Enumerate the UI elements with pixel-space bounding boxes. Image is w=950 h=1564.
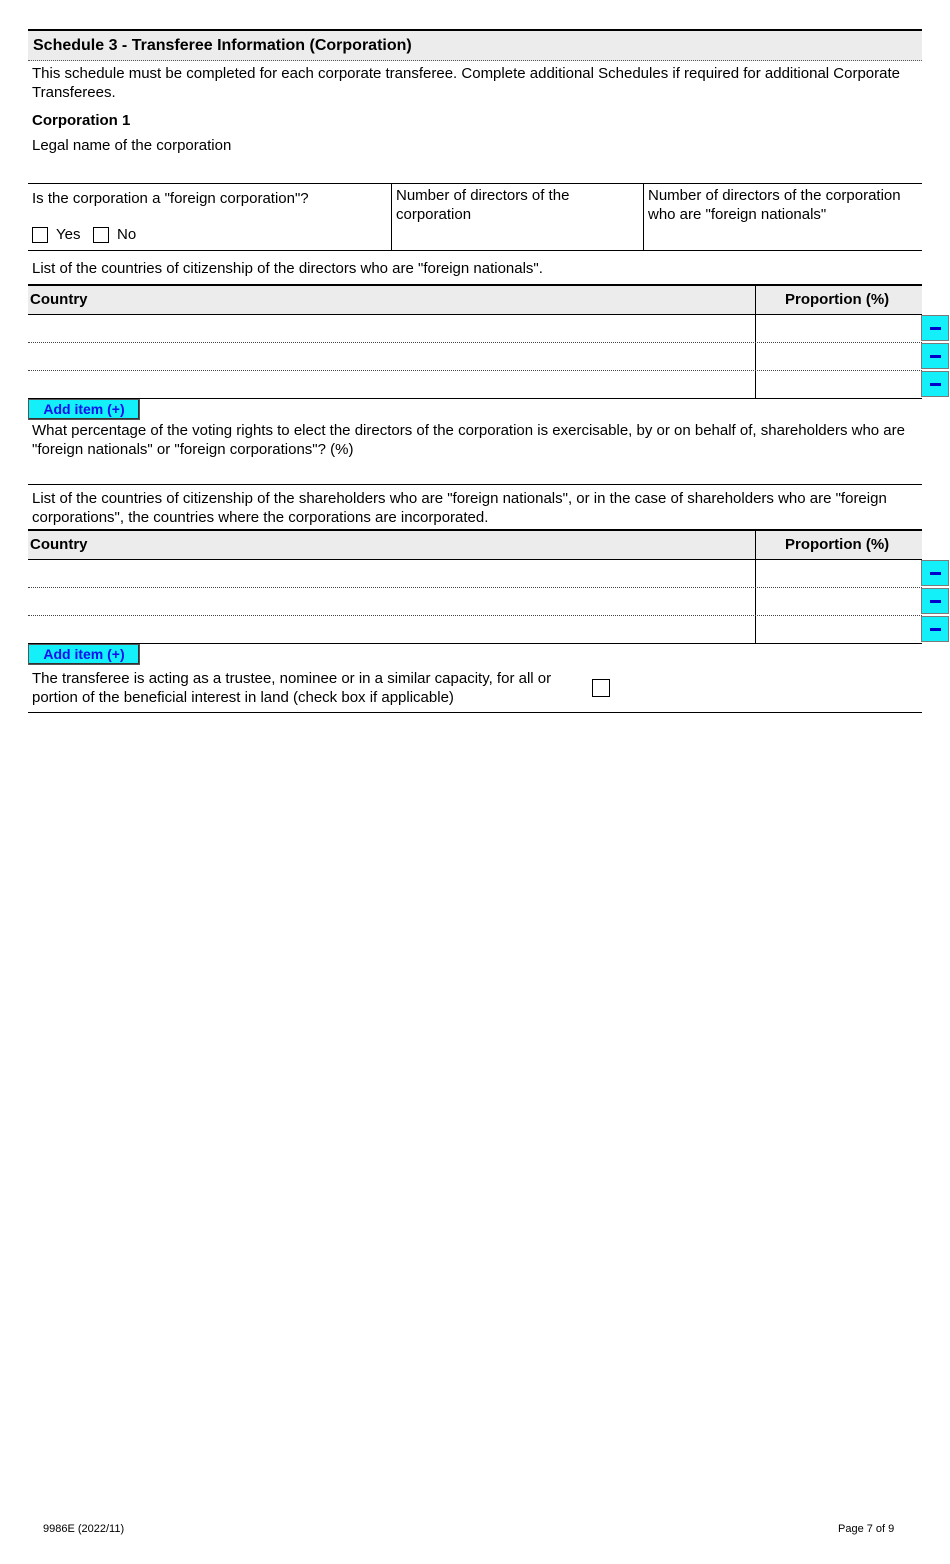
form-number: 9986E (2022/11) (43, 1523, 125, 1535)
col-country: Country (30, 291, 88, 308)
minus-icon (930, 327, 941, 330)
schedule-title: Schedule 3 - Transferee Information (Corporation) (33, 37, 412, 54)
directors-country-input[interactable] (28, 343, 754, 370)
shareholders-table-header (28, 529, 922, 560)
remove-row-button[interactable] (921, 371, 949, 397)
divider (28, 250, 922, 251)
directors-country-input[interactable] (28, 315, 754, 342)
shareholders-proportion-input[interactable] (756, 616, 921, 643)
divider (28, 398, 922, 399)
directors-proportion-input[interactable] (756, 343, 921, 370)
trustee-statement: The transferee is acting as a trustee, nominee or in a similar capacity, for all or portion of the beneficial interest in land (check box if applicable) (32, 670, 552, 706)
shareholders-proportion-input[interactable] (756, 588, 921, 615)
directors-country-input[interactable] (28, 371, 754, 398)
remove-row-button[interactable] (921, 616, 949, 642)
shareholders-country-input[interactable] (28, 616, 754, 643)
foreign-corp-question: Is the corporation a "foreign corporation"? (32, 190, 309, 207)
col-country: Country (30, 536, 88, 553)
remove-row-button[interactable] (921, 588, 949, 614)
corporation-heading: Corporation 1 (32, 112, 131, 129)
remove-row-button[interactable] (921, 315, 949, 341)
minus-icon (930, 628, 941, 631)
num-foreign-directors-label: Number of directors of the corporation who are "foreign nationals" (648, 187, 901, 223)
num-directors-label: Number of directors of the corporation (396, 187, 570, 223)
remove-row-button[interactable] (921, 343, 949, 369)
divider (28, 712, 922, 713)
shareholders-country-input[interactable] (28, 588, 754, 615)
directors-intro: List of the countries of citizenship of the directors who are "foreign nationals". (32, 260, 543, 277)
add-shareholder-country-button[interactable]: Add item (+) (28, 644, 140, 665)
shareholders-country-input[interactable] (28, 560, 754, 587)
legal-name-label: Legal name of the corporation (32, 137, 232, 154)
shareholders-intro: List of the countries of citizenship of the shareholders who are "foreign nationals", or in the case of shareholders who are "foreign corporations", the countries where the corporations are incorporated. (32, 490, 887, 526)
directors-table-header (28, 284, 922, 315)
add-director-country-button[interactable]: Add item (+) (28, 399, 140, 420)
voting-rights-question: What percentage of the voting rights to elect the directors of the corporation is exercisable, by or on behalf of, shareholders who are "foreign nationals" or "foreign corporations"? (%) (32, 422, 905, 458)
schedule-header (28, 29, 922, 61)
voting-rights-input[interactable] (28, 460, 922, 482)
remove-row-button[interactable] (921, 560, 949, 586)
col-proportion: Proportion (%) (785, 536, 890, 553)
legal-name-input[interactable] (28, 158, 922, 182)
schedule-instructions: This schedule must be completed for each corporate transferee. Complete additional Schedules if required for additional Corporate Transferees. (32, 65, 900, 101)
shareholders-proportion-input[interactable] (756, 560, 921, 587)
directors-proportion-input[interactable] (756, 371, 921, 398)
divider (28, 484, 922, 485)
minus-icon (930, 600, 941, 603)
col-proportion: Proportion (%) (785, 291, 890, 308)
directors-proportion-input[interactable] (756, 315, 921, 342)
yes-label: Yes (56, 226, 81, 243)
page-number: Page 7 of 9 (838, 1523, 895, 1535)
divider (643, 183, 644, 250)
trustee-checkbox[interactable] (592, 679, 610, 697)
minus-icon (930, 572, 941, 575)
no-label: No (117, 226, 137, 243)
minus-icon (930, 383, 941, 386)
divider (28, 643, 922, 644)
yes-checkbox[interactable] (32, 227, 48, 243)
no-checkbox[interactable] (93, 227, 109, 243)
divider (391, 183, 392, 250)
minus-icon (930, 355, 941, 358)
divider (28, 183, 922, 184)
